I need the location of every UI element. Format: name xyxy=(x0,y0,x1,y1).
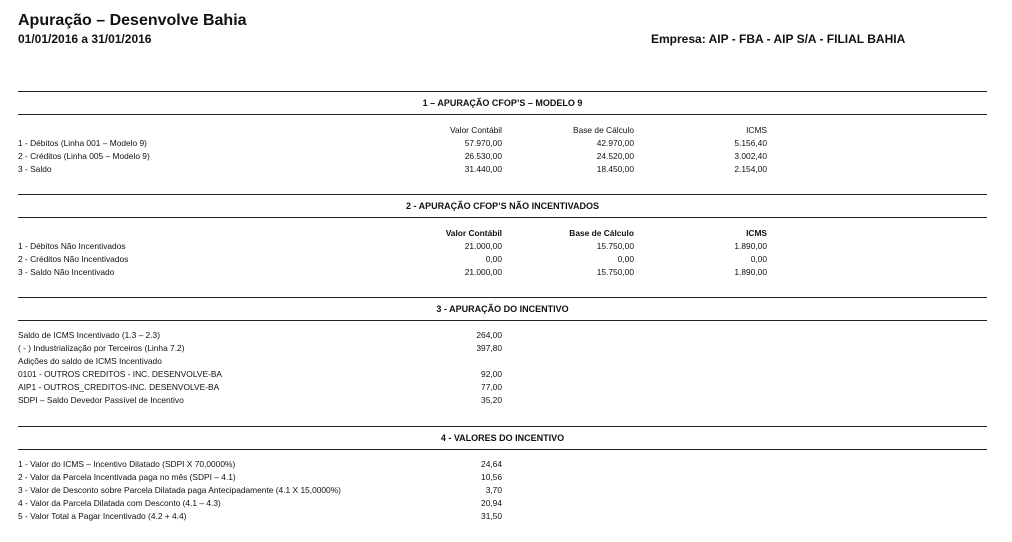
divider xyxy=(18,297,987,298)
row-icms: 3.002,40 xyxy=(734,151,767,161)
table-row xyxy=(18,240,987,252)
row-base: 24.520,00 xyxy=(596,151,634,161)
column-header-valor: Valor Contábil xyxy=(450,125,502,135)
row-label: 1 - Débitos Não Incentivados xyxy=(18,241,126,251)
column-header-base: Base de Cálculo xyxy=(573,125,634,135)
divider xyxy=(18,194,987,195)
row-value: 20,94 xyxy=(481,498,502,508)
divider xyxy=(18,426,987,427)
row-icms: 1.890,00 xyxy=(734,267,767,277)
divider xyxy=(18,91,987,92)
list-item xyxy=(18,342,987,354)
row-base: 42.970,00 xyxy=(596,138,634,148)
row-value: 31,50 xyxy=(481,511,502,521)
section1-column-headers xyxy=(18,124,987,136)
list-item xyxy=(18,394,987,406)
divider xyxy=(18,320,987,321)
table-row xyxy=(18,137,987,149)
table-row xyxy=(18,253,987,265)
row-label: AIP1 - OUTROS_CREDITOS-INC. DESENVOLVE-BA xyxy=(18,382,220,392)
row-label: 2 - Créditos Não Incentivados xyxy=(18,254,129,264)
section4-title: 4 - VALORES DO INCENTIVO xyxy=(440,433,565,443)
row-label: 1 - Valor do ICMS – Incentivo Dilatado (SDPI X 70,0000%) xyxy=(18,459,236,469)
row-label: 3 - Valor de Desconto sobre Parcela Dilatada paga Antecipadamente (4.1 X 15,0000%) xyxy=(18,485,341,495)
list-item xyxy=(18,458,987,470)
row-icms: 2.154,00 xyxy=(734,164,767,174)
row-value: 77,00 xyxy=(481,382,502,392)
row-icms: 0,00 xyxy=(750,254,767,264)
row-label: 3 - Saldo xyxy=(18,164,52,174)
section2-column-headers xyxy=(18,227,987,239)
row-label: 2 - Valor da Parcela Incentivada paga no mês (SDPI – 4.1) xyxy=(18,472,236,482)
list-item xyxy=(18,329,987,341)
table-row xyxy=(18,266,987,278)
list-item xyxy=(18,355,987,367)
table-row xyxy=(18,150,987,162)
row-valor: 21.000,00 xyxy=(464,241,502,251)
table-row xyxy=(18,163,987,175)
row-label: 5 - Valor Total a Pagar Incentivado (4.2 + 4.4) xyxy=(18,511,187,521)
row-label: 4 - Valor da Parcela Dilatada com Desconto (4.1 – 4.3) xyxy=(18,498,221,508)
row-label: 3 - Saldo Não Incentivado xyxy=(18,267,115,277)
row-label: Saldo de ICMS Incentivado (1.3 – 2.3) xyxy=(18,330,160,340)
column-header-valor: Valor Contábil xyxy=(445,228,502,238)
divider xyxy=(18,217,987,218)
section3-title: 3 - APURAÇÃO DO INCENTIVO xyxy=(436,304,569,314)
section1-title: 1 – APURAÇÃO CFOP’S – MODELO 9 xyxy=(422,98,583,108)
row-base: 18.450,00 xyxy=(596,164,634,174)
column-header-base: Base de Cálculo xyxy=(569,228,634,238)
list-item xyxy=(18,497,987,509)
row-valor: 21.000,00 xyxy=(464,267,502,277)
row-base: 0,00 xyxy=(617,254,634,264)
row-label: 0101 - OUTROS CREDITOS - INC. DESENVOLVE-BA xyxy=(18,369,222,379)
row-valor: 0,00 xyxy=(485,254,502,264)
row-value: 24,64 xyxy=(481,459,502,469)
column-header-icms: ICMS xyxy=(746,228,767,238)
company-name: Empresa: AIP - FBA - AIP S/A - FILIAL BAHIA xyxy=(651,32,906,46)
row-base: 15.750,00 xyxy=(596,267,634,277)
row-label: Adições do saldo de ICMS Incentivado xyxy=(18,356,162,366)
report-title: Apuração – Desenvolve Bahia xyxy=(18,12,247,29)
row-value: 397,80 xyxy=(476,343,502,353)
row-value: 3,70 xyxy=(485,485,502,495)
divider xyxy=(18,114,987,115)
row-value: 10,56 xyxy=(481,472,502,482)
list-item xyxy=(18,368,987,380)
row-value: 92,00 xyxy=(481,369,502,379)
section2-title: 2 - APURAÇÃO CFOP’S NÃO INCENTIVADOS xyxy=(405,201,599,211)
row-value: 264,00 xyxy=(476,330,502,340)
row-base: 15.750,00 xyxy=(596,241,634,251)
report-period: 01/01/2016 a 31/01/2016 xyxy=(18,32,152,46)
list-item xyxy=(18,381,987,393)
column-header-icms: ICMS xyxy=(746,125,767,135)
row-valor: 57.970,00 xyxy=(464,138,502,148)
list-item xyxy=(18,471,987,483)
row-valor: 26.530,00 xyxy=(464,151,502,161)
row-label: SDPI – Saldo Devedor Passível de Incentivo xyxy=(18,395,184,405)
divider xyxy=(18,449,987,450)
row-icms: 1.890,00 xyxy=(734,241,767,251)
row-label: 1 - Débitos (Linha 001 – Modelo 9) xyxy=(18,138,147,148)
row-valor: 31.440,00 xyxy=(464,164,502,174)
row-value: 35,20 xyxy=(481,395,502,405)
row-label: ( - ) Industrialização por Terceiros (Linha 7.2) xyxy=(18,343,185,353)
row-icms: 5.156,40 xyxy=(734,138,767,148)
row-label: 2 - Créditos (Linha 005 – Modelo 9) xyxy=(18,151,150,161)
list-item xyxy=(18,510,987,522)
list-item xyxy=(18,484,987,496)
